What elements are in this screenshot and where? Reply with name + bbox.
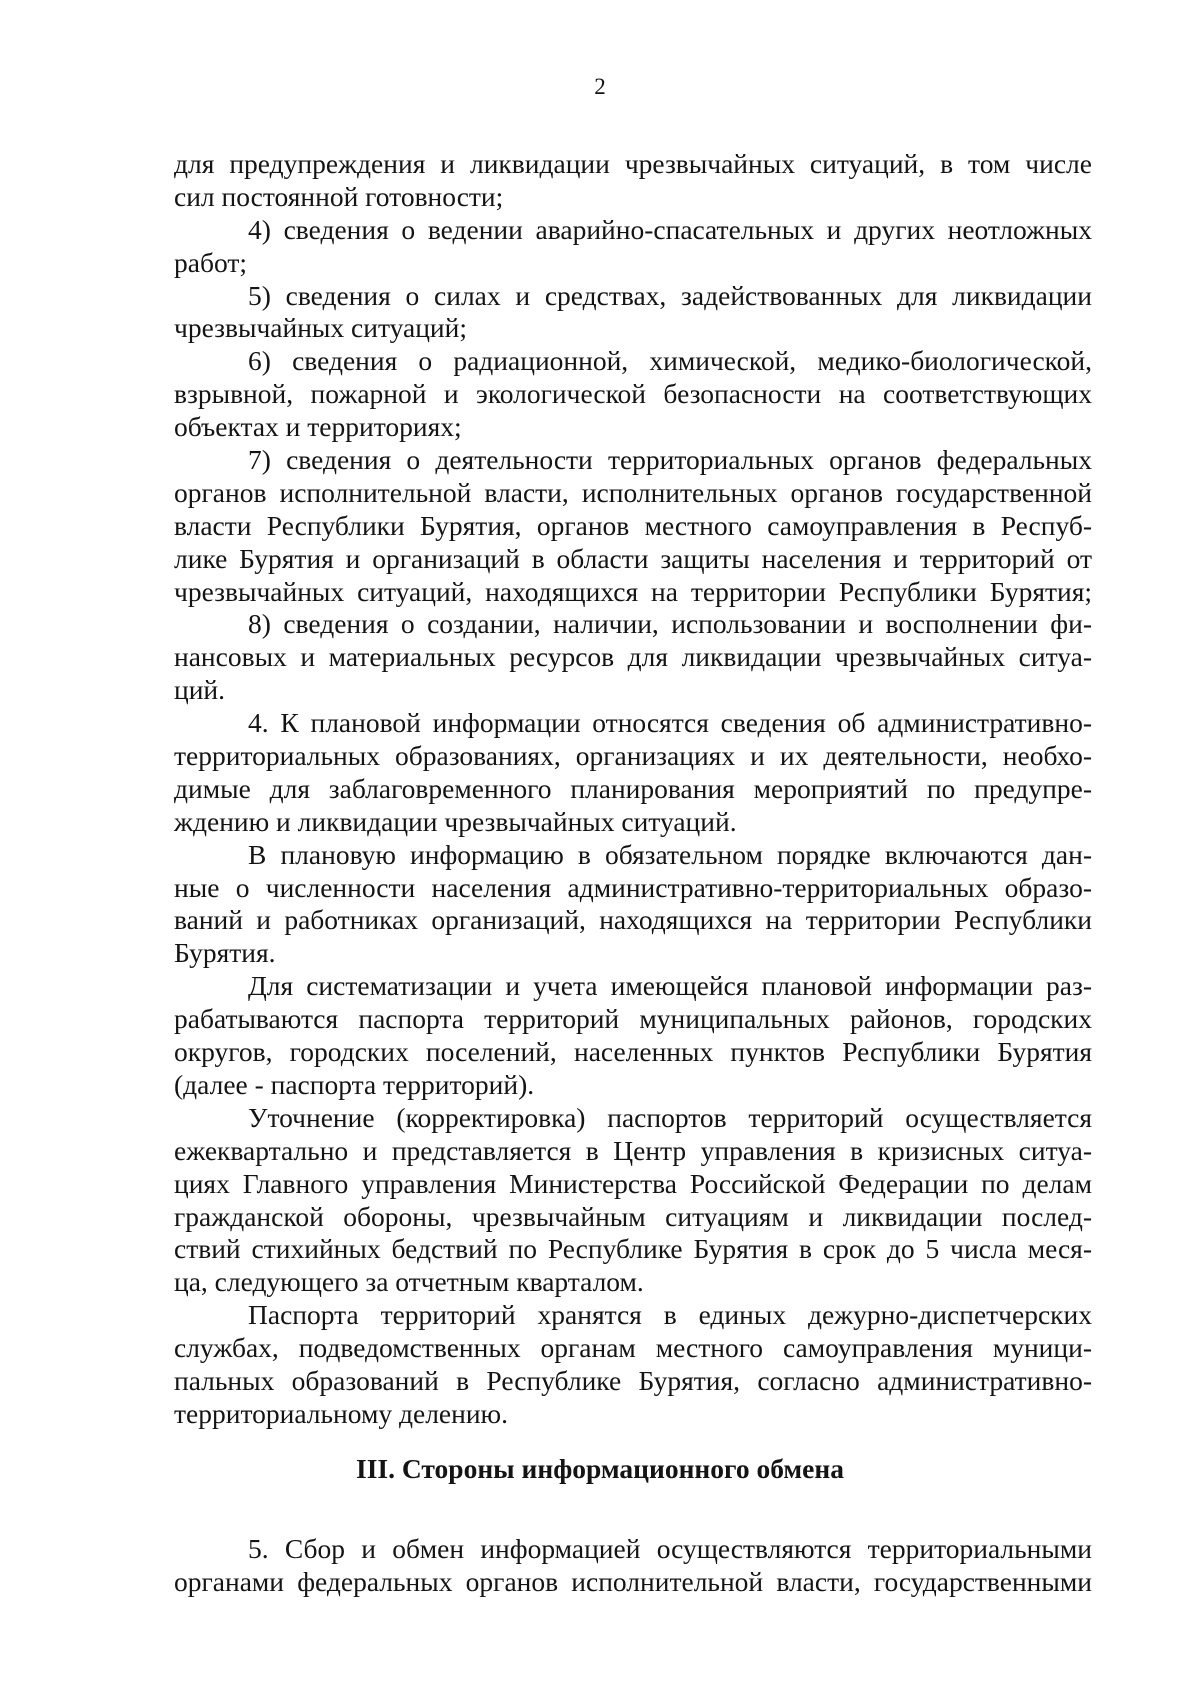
text-line: Паспорта территорий хранятся в единых дежурно-диспетчерских bbox=[248, 1299, 1092, 1331]
text-line: для предупреждения и ликвидации чрезвычайных ситуаций, в том числе bbox=[174, 148, 1092, 179]
body-text-block bbox=[174, 148, 1092, 1431]
text-line: ций. bbox=[174, 674, 226, 706]
text-line: 8) сведения о создании, наличии, использовании и восполнении фи- bbox=[248, 608, 1092, 640]
text-line: Для систематизации и учета имеющейся плановой информации раз- bbox=[248, 970, 1092, 1002]
text-line: объектах и территориях; bbox=[174, 411, 462, 443]
page-number: 2 bbox=[594, 74, 606, 99]
text-line: (далее - паспорта территорий). bbox=[174, 1068, 535, 1100]
text-line: округов, городских поселений, населенных пунктов Республики Бурятия bbox=[174, 1036, 1092, 1068]
text-line: 4) сведения о ведении аварийно-спасательных и других неотложных bbox=[248, 213, 1092, 245]
text-line: димые для заблаговременного планирования мероприятий по предупре- bbox=[174, 772, 1092, 804]
text-line: территориальных образованиях, организациях и их деятельности, необхо- bbox=[174, 740, 1092, 772]
text-line: Уточнение (корректировка) паспортов территорий осуществляется bbox=[248, 1101, 1092, 1133]
text-line: 5) сведения о силах и средствах, задействованных для ликвидации bbox=[248, 279, 1092, 311]
text-line: В плановую информацию в обязательном порядке включаются дан- bbox=[248, 838, 1092, 870]
text-line: 4. К плановой информации относятся сведения об административно- bbox=[248, 707, 1092, 739]
text-line: работ; bbox=[174, 246, 247, 278]
text-line: органами федеральных органов исполнительной власти, государственными bbox=[174, 1565, 1092, 1597]
body-text-block-continued bbox=[174, 1533, 1092, 1599]
text-line: 7) сведения о деятельности территориальных органов федеральных bbox=[248, 444, 1092, 476]
text-line: 6) сведения о радиационной, химической, медико-биологической, bbox=[248, 345, 1092, 377]
text-line: ные о численности населения административно-территориальных образо- bbox=[174, 871, 1092, 903]
text-line: ждению и ликвидации чрезвычайных ситуаций. bbox=[174, 805, 737, 837]
text-line: лике Бурятия и организаций в области защиты населения и территорий от bbox=[174, 542, 1092, 574]
text-line: гражданской обороны, чрезвычайным ситуациям и ликвидации послед- bbox=[174, 1200, 1092, 1232]
text-line: органов исполнительной власти, исполнительных органов государственной bbox=[174, 476, 1092, 508]
text-line: территориальному делению. bbox=[174, 1397, 508, 1429]
text-line: ствий стихийных бедствий по Республике Бурятия в срок до 5 числа меся- bbox=[174, 1233, 1092, 1265]
text-line: власти Республики Бурятия, органов местного самоуправления в Респуб- bbox=[174, 509, 1092, 541]
text-line: ежеквартально и представляется в Центр управления в кризисных ситуа- bbox=[174, 1134, 1092, 1166]
text-line: чрезвычайных ситуаций; bbox=[174, 312, 467, 344]
text-line: рабатываются паспорта территорий муниципальных районов, городских bbox=[174, 1003, 1092, 1035]
text-line: Бурятия. bbox=[174, 937, 276, 969]
text-line: нансовых и материальных ресурсов для ликвидации чрезвычайных ситуа- bbox=[174, 641, 1092, 673]
section-heading: III. Стороны информационного обмена bbox=[356, 1453, 844, 1484]
text-line: циях Главного управления Министерства Российской Федерации по делам bbox=[174, 1167, 1092, 1199]
text-line: ваний и работниках организаций, находящихся на территории Республики bbox=[174, 904, 1092, 936]
text-line: ца, следующего за отчетным кварталом. bbox=[174, 1266, 644, 1298]
text-line: 5. Сбор и обмен информацией осуществляются территориальными bbox=[248, 1533, 1092, 1564]
text-line: пальных образований в Республике Бурятия, согласно административно- bbox=[174, 1364, 1092, 1396]
text-line: службах, подведомственных органам местного самоуправления муници- bbox=[174, 1332, 1092, 1364]
text-line: чрезвычайных ситуаций, находящихся на территории Республики Бурятия; bbox=[174, 575, 1092, 607]
text-line: взрывной, пожарной и экологической безопасности на соответствующих bbox=[174, 378, 1092, 410]
text-line: сил постоянной готовности; bbox=[174, 180, 504, 212]
